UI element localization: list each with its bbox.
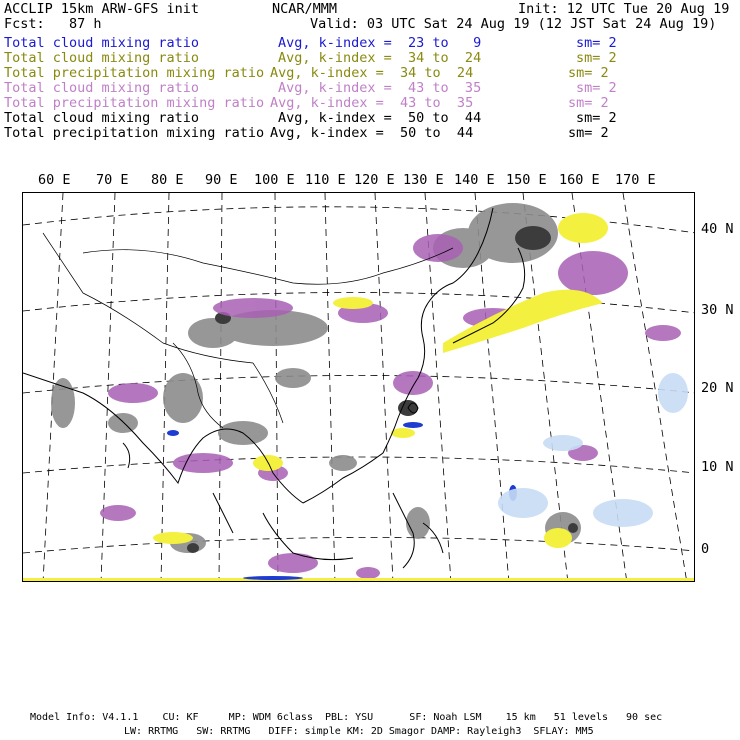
legend-row-sm: sm= 2 <box>576 80 617 96</box>
lon-label: 150 E <box>506 172 547 188</box>
model-info-line-1: Model Info: V4.1.1 CU: KF MP: WDM 6class PBL: YSU SF: Noah LSM 15 km 51 levels 90 sec <box>30 712 663 723</box>
legend-row-avg: Avg, k-index = 50 to 44 <box>270 125 474 141</box>
meridian-line <box>219 193 222 582</box>
lon-label: 70 E <box>96 172 129 188</box>
valid-time: Valid: 03 UTC Sat 24 Aug 19 (12 JST Sat 24 Aug 19) <box>310 16 717 32</box>
lon-label: 110 E <box>305 172 346 188</box>
init-time: Init: 12 UTC Tue 20 Aug 19 <box>518 1 730 17</box>
legend-row-sm: sm= 2 <box>568 65 609 81</box>
legend-row-name: Total precipitation mixing ratio <box>4 65 265 81</box>
legend-row-name: Total precipitation mixing ratio <box>4 95 265 111</box>
legend-row-name: Total cloud mixing ratio <box>4 110 200 126</box>
lon-label: 130 E <box>403 172 444 188</box>
legend-row-name: Total cloud mixing ratio <box>4 80 200 96</box>
meridian-line <box>275 193 278 582</box>
map-canvas <box>23 193 695 582</box>
lon-label: 80 E <box>151 172 184 188</box>
legend-row-sm: sm= 2 <box>576 35 617 51</box>
lon-label: 60 E <box>38 172 71 188</box>
legend-row-sm: sm= 2 <box>576 50 617 66</box>
model-title: ACCLIP 15km ARW-GFS init <box>4 1 200 17</box>
lat-label: 10 N <box>701 459 734 475</box>
legend-row-sm: sm= 2 <box>568 125 609 141</box>
forecast-hour: Fcst: 87 h <box>4 16 102 32</box>
legend-row-avg: Avg, k-index = 50 to 44 <box>278 110 482 126</box>
parallel-line <box>23 457 695 473</box>
legend-row-avg: Avg, k-index = 43 to 35 <box>270 95 474 111</box>
lat-label: 0 <box>701 541 710 557</box>
legend-row-sm: sm= 2 <box>568 95 609 111</box>
map-panel <box>22 192 695 582</box>
lon-label: 140 E <box>454 172 495 188</box>
lon-label: 160 E <box>559 172 600 188</box>
lon-label: 90 E <box>205 172 238 188</box>
lat-label: 40 N <box>701 221 734 237</box>
legend-row-avg: Avg, k-index = 34 to 24 <box>278 50 482 66</box>
meridian-line <box>325 193 335 582</box>
legend-row-name: Total cloud mixing ratio <box>4 50 200 66</box>
parallel-line <box>23 537 695 553</box>
legend-row-avg: Avg, k-index = 34 to 24 <box>270 65 474 81</box>
lat-label: 30 N <box>701 302 734 318</box>
legend-row-avg: Avg, k-index = 43 to 35 <box>278 80 482 96</box>
organization-label: NCAR/MMM <box>272 1 338 17</box>
model-info-line-2: LW: RRTMG SW: RRTMG DIFF: simple KM: 2D Smagor DAMP: Rayleigh3 SFLAY: MM5 <box>124 726 594 737</box>
legend-row-name: Total cloud mixing ratio <box>4 35 200 51</box>
lon-label: 170 E <box>615 172 656 188</box>
lat-label: 20 N <box>701 380 734 396</box>
legend-row-name: Total precipitation mixing ratio <box>4 125 265 141</box>
meridian-line <box>375 193 393 582</box>
lon-label: 100 E <box>254 172 295 188</box>
legend-row-avg: Avg, k-index = 23 to 9 <box>278 35 482 51</box>
legend-row-sm: sm= 2 <box>576 110 617 126</box>
lon-label: 120 E <box>354 172 395 188</box>
